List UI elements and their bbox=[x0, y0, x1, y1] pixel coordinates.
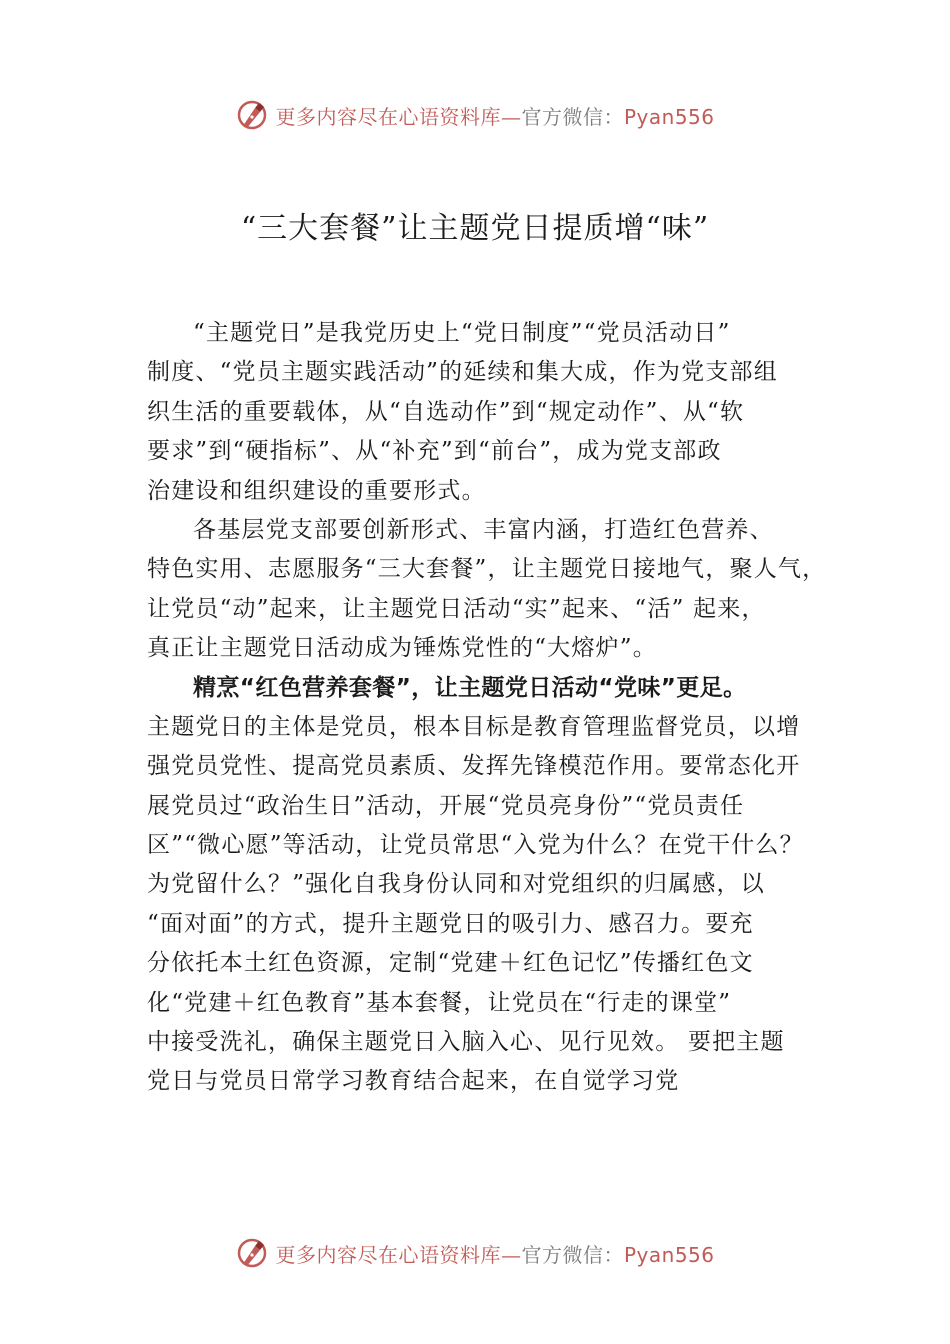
paragraph-line: 要求”到“硬指标”、从“补充”到“前台”，成为党支部政 bbox=[147, 438, 722, 465]
banner-text bbox=[275, 1239, 714, 1268]
document-title: “三大套餐”让主题党日提质增“味” bbox=[240, 211, 710, 246]
footer-banner bbox=[0, 1233, 950, 1273]
header-banner bbox=[0, 95, 950, 135]
paragraph-line: “面对面”的方式，提升主题党日的吸引力、感召力。要充 bbox=[147, 910, 754, 937]
paragraph-line: 党日与党员日常学习教育结合起来，在自觉学习党 bbox=[147, 1068, 680, 1095]
paragraph-line: 主题党日的主体是党员，根本目标是教育管理监督党员，以增 bbox=[147, 713, 801, 740]
section-heading: 精烹“红色营养套餐”，让主题党日活动“党味”更足。 bbox=[193, 674, 747, 701]
pen-nib-logo-icon bbox=[235, 98, 269, 132]
banner-wechat-id: Pyan556 bbox=[623, 104, 715, 129]
paragraph-line: 特色实用、志愿服务“三大套餐”，让主题党日接地气，聚人气， bbox=[147, 556, 827, 583]
banner-wechat-id: Pyan556 bbox=[623, 1242, 715, 1267]
pen-nib-logo-icon bbox=[235, 1236, 269, 1270]
banner-dash: — bbox=[500, 1242, 522, 1267]
banner-content bbox=[235, 1236, 714, 1270]
banner-official-label: 官方微信： bbox=[521, 104, 624, 129]
paragraph-line: 治建设和组织建设的重要形式。 bbox=[147, 477, 486, 504]
paragraph-line: 中接受洗礼，确保主题党日入脑入心、见行见效。 要把主题 bbox=[147, 1029, 785, 1056]
paragraph-line: 为党留什么？”强化自我身份认同和对党组织的归属感，以 bbox=[147, 871, 765, 898]
banner-content bbox=[235, 98, 714, 132]
document-body bbox=[147, 314, 827, 1102]
paragraph-line: 强党员党性、提高党员素质、发挥先锋模范作用。要常态化开 bbox=[147, 753, 801, 780]
paragraph-line: 区”“微心愿”等活动，让党员常思“入党为什么？在党干什么？ bbox=[147, 832, 804, 859]
paragraph-line: 真正让主题党日活动成为锤炼党性的“大熔炉”。 bbox=[147, 635, 657, 662]
paragraph-line: 化“党建＋红色教育”基本套餐，让党员在“行走的课堂” bbox=[147, 989, 732, 1016]
banner-main-text: 更多内容尽在心语资料库 bbox=[275, 104, 501, 129]
paragraph-line: 展党员过“政治生日”活动，开展“党员亮身份”“党员责任 bbox=[147, 792, 745, 819]
banner-main-text: 更多内容尽在心语资料库 bbox=[275, 1242, 501, 1267]
paragraph-line: 制度、“党员主题实践活动”的延续和集大成，作为党支部组 bbox=[147, 359, 778, 386]
paragraph-line: 让党员“动”起来，让主题党日活动“实”起来、“活” 起来， bbox=[147, 595, 766, 622]
paragraph-line: 织生活的重要载体，从“自选动作”到“规定动作”、从“软 bbox=[147, 398, 745, 425]
paragraph-line: “主题党日”是我党历史上“党日制度”“党员活动日” bbox=[193, 320, 731, 346]
banner-dash: — bbox=[500, 104, 522, 129]
paragraph-line: 各基层党支部要创新形式、丰富内涵，打造红色营养、 bbox=[193, 516, 774, 543]
banner-text bbox=[275, 101, 714, 130]
banner-official-label: 官方微信： bbox=[521, 1242, 624, 1267]
paragraph-line: 分依托本土红色资源，定制“党建＋红色记忆”传播红色文 bbox=[147, 950, 754, 977]
